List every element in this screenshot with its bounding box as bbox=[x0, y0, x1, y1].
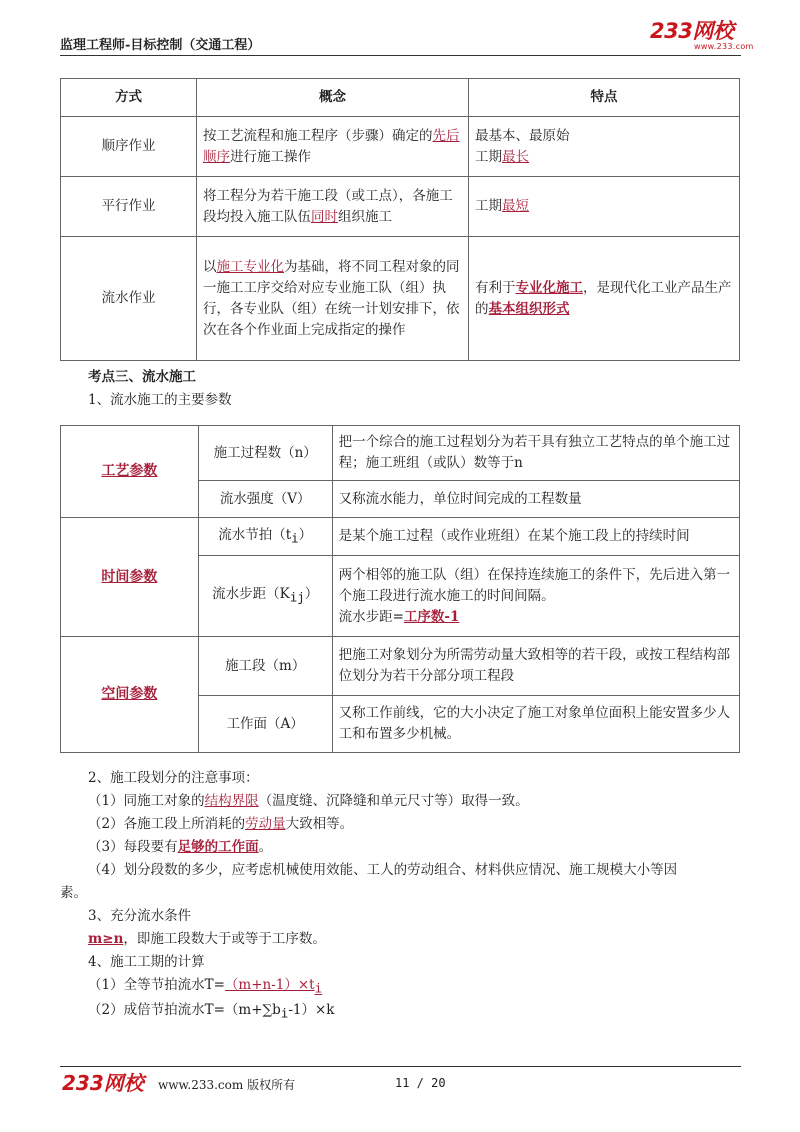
param-name: 流水节拍$(t_i)$ bbox=[198, 518, 332, 556]
highlight-term: 专业化施工 bbox=[515, 279, 583, 296]
param-desc: 把一个综合的施工过程划分为若干具有独立工艺特点的单个施工过程；施工班组（或队）数等于n bbox=[332, 426, 739, 481]
method-name: 平行作业 bbox=[61, 177, 197, 237]
formula-multiple-beat: （2）成倍节拍流水$T=(m+\sum b_i-1)\times k$ bbox=[88, 1002, 335, 1021]
param-name: 流水步距$(K_{ij})$ bbox=[198, 556, 332, 637]
table-row bbox=[61, 518, 740, 556]
note-item: （3）每段要有足够的工作面。 bbox=[88, 839, 273, 855]
param-name: 流水强度（V） bbox=[198, 481, 332, 518]
column-header-concept: 概念 bbox=[197, 79, 469, 117]
table-row bbox=[61, 117, 740, 177]
condition-text: m≥n，即施工段数大于或等于工序数。 bbox=[88, 931, 326, 947]
param-name: 工作面（A） bbox=[198, 696, 332, 753]
highlight-term: 最长 bbox=[502, 148, 529, 165]
note-item: （1）同施工对象的结构界限（温度缝、沉降缝和单元尺寸等）取得一致。 bbox=[88, 793, 529, 809]
note-item-continuation: 素。 bbox=[60, 885, 87, 901]
table-header-row bbox=[61, 79, 740, 117]
duration-title: 4、施工工期的计算 bbox=[88, 954, 205, 970]
highlight-term: 最短 bbox=[502, 198, 529, 214]
method-concept: 将工程分为若干施工段（或工点），各施工段均投入施工队伍同时组织施工 bbox=[197, 177, 469, 237]
highlight-term: 基本组织形式 bbox=[488, 300, 570, 317]
group-label: 时间参数 bbox=[61, 518, 199, 637]
param-desc: 又称流水能力，单位时间完成的工程数量 bbox=[332, 481, 739, 518]
param-desc: 又称工作前线，它的大小决定了施工对象单位面积上能安置多少人工和布置多少机械。 bbox=[332, 696, 739, 753]
param-desc: 是某个施工过程（或作业班组）在某个施工段上的持续时间 bbox=[332, 518, 739, 556]
highlight-term: 施工专业化 bbox=[216, 258, 284, 275]
method-concept: 按工艺流程和施工程序（步骤）确定的先后顺序进行施工操作 bbox=[197, 117, 469, 177]
work-method-table bbox=[60, 78, 740, 361]
footer-copyright: www.233.com 版权所有 bbox=[158, 1078, 296, 1092]
footer-divider bbox=[60, 1066, 741, 1067]
header-divider bbox=[60, 55, 741, 56]
group-label: 空间参数 bbox=[61, 637, 199, 753]
subsection-title: 1、流水施工的主要参数 bbox=[88, 392, 232, 408]
note-item: （2）各施工段上所消耗的劳动量大致相等。 bbox=[88, 816, 354, 832]
column-header-feature: 特点 bbox=[469, 79, 740, 117]
table-row bbox=[61, 426, 740, 481]
formula-equal-beat: （1）全等节拍流水$T=(m+n-1)\times t_i$ bbox=[88, 977, 323, 996]
highlight-term: 先后顺序 bbox=[203, 127, 460, 165]
method-feature: 工期最短 bbox=[469, 177, 740, 237]
footer-logo: 233网校 bbox=[62, 1071, 144, 1095]
brand-logo-text: 233网校 bbox=[650, 19, 734, 43]
column-header-method: 方式 bbox=[61, 79, 197, 117]
method-concept: 以施工专业化为基础，将不同工程对象的同一施工工序交给对应专业施工队（组）执行，各专业队（组）在统一计划安排下，依次在各个作业面上完成指定的操作 bbox=[197, 237, 469, 361]
condition-title: 3、充分流水条件 bbox=[88, 908, 192, 924]
flow-parameters-table bbox=[60, 425, 740, 753]
param-name: 施工段（m） bbox=[198, 637, 332, 696]
param-desc: 把施工对象划分为所需劳动量大致相等的若干段，或按工程结构部位划分为若干分部分项工程段 bbox=[332, 637, 739, 696]
document-header-title: 监理工程师-目标控制（交通工程） bbox=[60, 38, 261, 53]
param-desc: 两个相邻的施工队（组）在保持连续施工的条件下，先后进入第一个施工段进行流水施工的时间间隔。 流水步距=工序数-1 bbox=[332, 556, 739, 637]
table-row bbox=[61, 237, 740, 361]
param-name: 施工过程数（n） bbox=[198, 426, 332, 481]
note-item: （4）划分段数的多少，应考虑机械使用效能、工人的劳动组合、材料供应情况、施工规模大小等因 bbox=[88, 862, 678, 878]
section-title: 考点三、流水施工 bbox=[88, 369, 196, 385]
brand-logo bbox=[650, 19, 754, 54]
group-label: 工艺参数 bbox=[61, 426, 199, 518]
method-name: 流水作业 bbox=[61, 237, 197, 361]
method-name: 顺序作业 bbox=[61, 117, 197, 177]
notes-title: 2、施工段划分的注意事项： bbox=[88, 770, 259, 786]
highlight-term: 同时 bbox=[311, 208, 338, 225]
method-feature: 有利于专业化施工，是现代化工业产品生产的基本组织形式 bbox=[469, 237, 740, 361]
table-row bbox=[61, 177, 740, 237]
page-number: 11 / 20 bbox=[395, 1076, 446, 1090]
highlight-term: 工序数-1 bbox=[403, 608, 460, 625]
method-feature: 最基本、最原始 工期最长 bbox=[469, 117, 740, 177]
table-row bbox=[61, 637, 740, 696]
brand-logo-url: www.233.com bbox=[694, 42, 754, 51]
